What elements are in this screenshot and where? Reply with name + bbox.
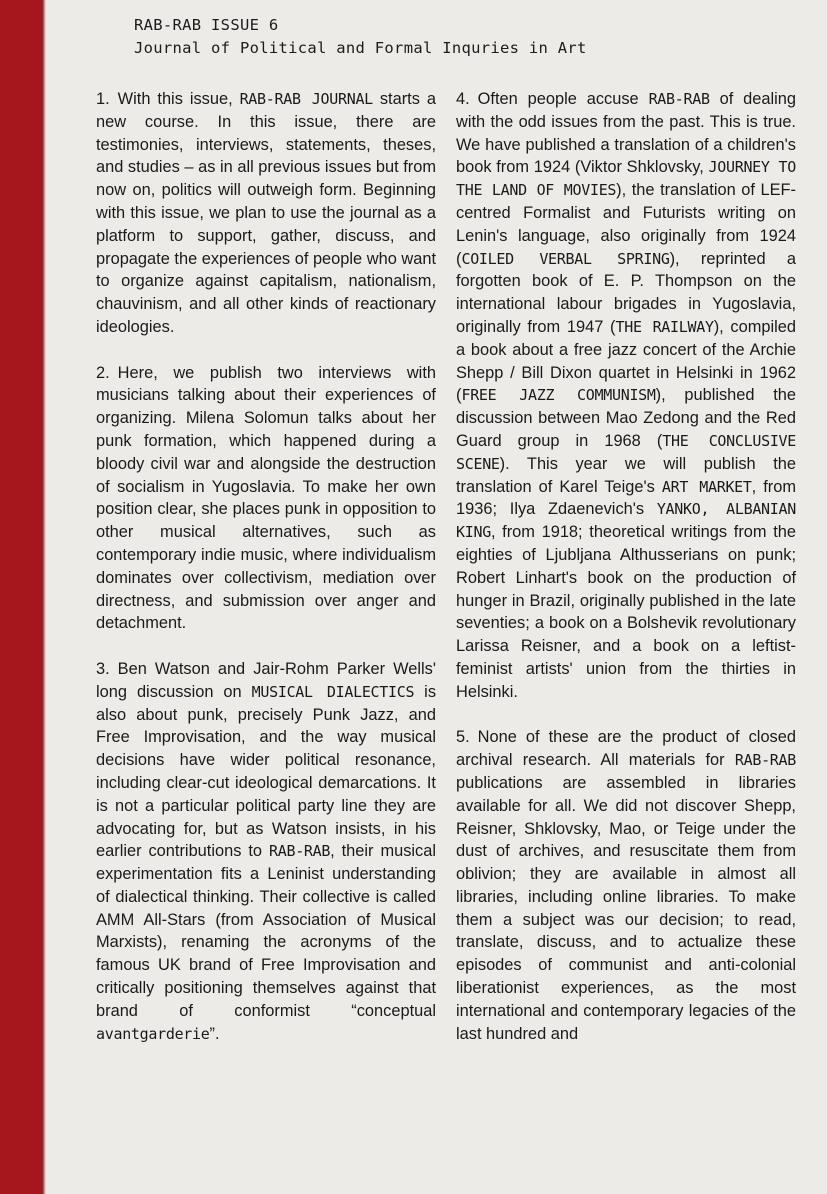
book-title: COILED VERBAL SPRING	[461, 249, 670, 268]
text-run: Often people accuse	[477, 90, 639, 108]
book-title: YANKO, ALBANIAN KING	[456, 500, 796, 542]
right-column	[456, 88, 796, 1068]
left-column	[96, 88, 436, 1068]
book-spine	[0, 0, 42, 1194]
text-run: is also about punk, precisely Punk Jazz, and Free Improvisation, and the way musical decisions have wider political resonance, including clear-cut ideological demarcations. It is not a particular political party line they are advocating for, but as Watson insists, in his earlier contributions to	[96, 682, 437, 861]
journal-name: RAB-RAB	[648, 90, 710, 108]
book-title: MUSICAL DIALECTICS	[251, 682, 415, 701]
coined-term: avantgarderie	[96, 1024, 210, 1043]
text-run: publications are assembled in libraries available for all. We did not discover Shepp, Reisner, Shklovsky, Mao, or Teige under the dust of archives, and resuscitate them from oblivion; they are available in almost all libraries, including online libraries. To make them a subject was our decision; to read, translate, discuss, and to actualize these episodes of communist and anti-colonial liberationist experiences, as the most international and contemporary legacies of the last hundred and	[456, 773, 796, 1043]
text-run: , their musical experimentation fits a Leninist understanding of dialectical thinking. Their collective is called AMM All-Stars (from Association of Musical Marxists), renaming the acronyms of the famous UK brand of Free Improvisation and critically positioning themselves against that brand of conformist “conceptual	[96, 842, 437, 1020]
text-run: ), compiled a book about a free jazz concert of the Archie Shepp / Bill Dixon quartet in Helsinki in 1962 (	[456, 317, 796, 405]
journal-name: RAB-RAB	[269, 842, 331, 861]
page-header	[134, 14, 587, 60]
paragraph-number: 3.	[96, 659, 110, 678]
text-run: starts a new course. In this issue, there are testimonies, interviews, statements, theses, and studies – as in all previous issues but from now on, politics will outweigh form. Beginning with this issue, we plan to use the journal as a platform to support, gather, discuss, and propagate the experiences of people who want to organize against capitalism, nationalism, chauvinism, and all other kinds of reactionary ideologies.	[96, 90, 436, 336]
paragraph-3	[96, 658, 436, 1046]
text-run: Here, we publish two interviews with musicians talking about their experiences of organizing. Milena Solomun talks about her punk formation, which happened during a bloody civil war and alongside the destruction of socialism in Yugoslavia. To make her own position clear, she places punk in opposition to other musical alternatives, such as contemporary indie music, where individualism dominates over collectivism, mediation over directness, and submission over anger and detachment.	[96, 363, 436, 633]
text-run: of dealing with the odd issues from the past. This is true. We have published a translation of a children's book from 1924 (Viktor Shklovsky,	[456, 90, 796, 177]
text-run: ”.	[209, 1024, 220, 1043]
book-title: ART MARKET	[661, 477, 752, 496]
journal-name: RAB-RAB JOURNAL	[239, 90, 373, 108]
paragraph-number: 5.	[456, 728, 470, 747]
spine-shadow	[42, 0, 46, 1194]
text-run: Ben Watson and Jair-Rohm Parker Wells' long discussion on	[96, 659, 436, 701]
book-title: FREE JAZZ COMMUNISM	[461, 386, 656, 405]
text-run: None of these are the product of closed archival research. All materials for	[456, 728, 796, 770]
text-run: ), published the discussion between Mao Zedong and the Red Guard group in 1968 (	[456, 386, 796, 450]
text-run: , from 1918; theoretical writings from the eighties of Ljubljana Althusserians on punk; Robert Linhart's book on the production of hunger in Brazil, originally published in the late seventies; a book on a Bolshevik revolutionary Larissa Reisner, and a book on a leftist-feminist artists' union from the thirties in Helsinki.	[456, 523, 796, 701]
paragraph-number: 4.	[456, 90, 470, 108]
paragraph-number: 1.	[96, 90, 110, 108]
book-title: JOURNEY TO THE LAND OF MOVIES	[456, 158, 796, 200]
text-run: ). This year we will publish the translation of Karel Teige's	[456, 454, 796, 496]
paragraph-1	[96, 88, 436, 339]
paragraph-2	[96, 362, 436, 636]
paragraph-4	[456, 88, 796, 704]
paragraph-5	[456, 726, 796, 1045]
issue-title: RAB-RAB ISSUE 6	[134, 16, 279, 34]
journal-subtitle: Journal of Political and Formal Inquries in Art	[134, 39, 587, 57]
journal-name: RAB-RAB	[734, 751, 796, 770]
book-title: THE CONCLUSIVE SCENE	[456, 431, 797, 473]
text-run: ), reprinted a forgotten book of E. P. Thompson on the international labour brigades in Yugoslavia, originally from 1947 (	[456, 249, 796, 336]
book-title: THE RAILWAY	[615, 317, 714, 336]
text-run: ), the translation of LEF-centred Formalist and Futurists writing on Lenin's language, also originally from 1924 (	[456, 181, 797, 268]
text-run: With this issue,	[117, 90, 233, 108]
paragraph-number: 2.	[96, 363, 110, 382]
text-run: , from 1936; Ilya Zdaenevich's	[456, 477, 796, 519]
